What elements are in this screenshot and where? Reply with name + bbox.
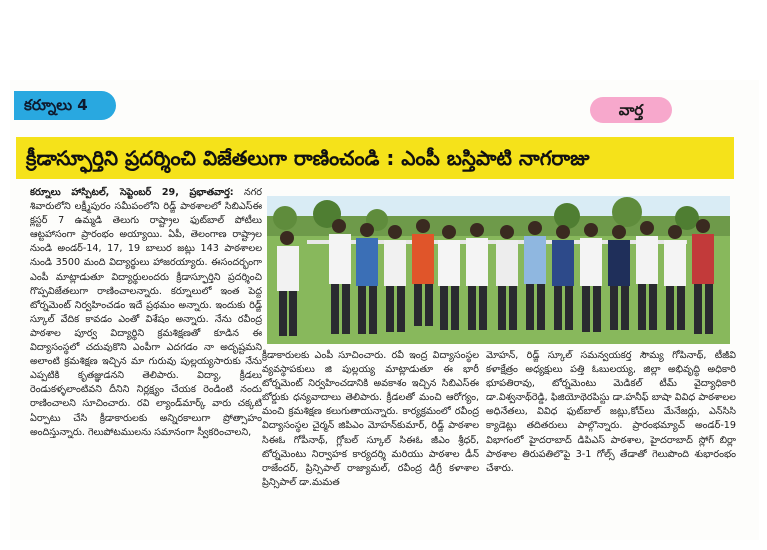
article-body-part-2: క్రీడాకారులకు ఎంపీ సూచించారు. రవీ ఇంద్ర విద్యాసంస్థల వ్యవస్థాపకులు జి పుల్లయ్య మాట్లాడుతూ ఈ భారీ టోర్నమెంట్ నిర్వహించడానికి అవకాశం ఇచ్చిన సిబిఎస్ఈ బోర్డుకు ధన్యవాదాలు తెలిపారు. క్రీడలతో మంచి ఆరోగ్యం, మంచి క్రమశిక్షణ కలుగుతాయన్నారు. కార్యక్రమంలో రవీంద్ర విద్యాసంస్థల చైర్మన్ జిపిఎం మోహన్‌కుమార్, రిడ్జ్ పాఠశాల సిఈఓ గోపీనాథ్, గ్లోబల్ స్కూల్ సిఈఓ జీఎం శ్రీధర్, టోర్నమెంటు నిర్వాహక కార్యదర్శి మరియు పాఠశాల డీన్ రాజేందర్, ప్రిన్సిపాల్ రాజ్యామల్, రవీంద్ర డిగ్రీ కళాశాల ప్రిన్సిపాల్ డా.మమత <box>262 350 479 488</box>
article-dateline: కర్నూలు హాస్పిటల్, సెప్టెంబర్ 29, ప్రభాతవార్త: <box>30 187 234 198</box>
article-body-part-1: నగర శివారులోని లక్ష్మీపురం సమీపంలోని రిడ్జ్ పాఠశాలలో సిబిఎస్ఈ క్లస్టర్ 7 ఉమ్మడి తెలుగు రాష్ట్రాల ఫుట్‌బాల్ పోటీలు ఆట్టహాసంగా ప్రారంభం అయ్యాయి. ఏపీ, తెలంగాణ రాష్ట్రాల నుండి అండర్-14, 17, 19 బాలుర జట్లు 143 పాఠశాలల నుండి 3500 మంది విద్యార్థులు హాజరయ్యారు. ఈసందర్భంగా ఎంపీ మాట్లాడుతూ విద్యార్థులందరు క్రీడాస్ఫూర్తిని ప్రదర్శించి గొప్పవిజేతలుగా రాణించాలన్నారు. కర్నూలులో ఇంత పెద్ద టోర్నమెంట్ నిర్వహించడం ఇదే ప్రథమం అన్నారు. ఇందుకు రిడ్జ్ స్కూల్ వేదిక కావడం ఎంతో విశేషం అన్నారు. నేను రవీంద్ర పాఠశాల పూర్వ విద్యార్థిని క్రమశిక్షణతో కూడిన ఈ విద్యాసంస్థలో చదువుకొని ఎంపీగా ఎదగడం నా అదృష్టమని అలాంటి క్రమశిక్షణ ఇచ్చిన మా గురువు పుల్లయ్యసారుకు నేను ఎప్పటికి కృతజ్ఞుడనని తెలిపారు. విద్యా, క్రీడలు రెండుకళ్ళలాంటివని దీనిని నిర్లక్ష్యం చేయక రెండింటి నందు రాణించాలని సూచించారు. రవి ల్యాండ్‌మార్క్ వారు చక్కటి ఏర్పాటు చేసి క్రీడాకారులకు అన్నిరకాలుగా ప్రోత్సాహం అందిస్తున్నారు. గెలుపోటములను సమానంగా స్వీకరించాలని, <box>30 187 262 438</box>
brand-label: వార్త <box>618 101 644 119</box>
brand-tab <box>590 97 672 123</box>
article-column-3 <box>486 349 736 499</box>
section-tab <box>14 91 116 120</box>
article-column-2 <box>262 349 479 499</box>
article-column-1 <box>30 186 262 498</box>
section-label: కర్నూలు 4 <box>24 96 88 114</box>
article-body-part-3: మోహన్, రిడ్జ్ స్కూల్ సమన్వయకర్త సౌమ్య గోపినాథ్, టీజీవి కళాక్షేత్రం అధ్యక్షులు పత్తి ఓబులయ్య, జిల్లా అభివృద్ధి అధికారి భూపతిరావు, టోర్నమెంటు మెడికల్ టీమ్ వైద్యాధికారి డా.విశ్వనాథ్‌రెడ్డి, ఫిజియోథెరపిస్టు డా.హనీఫ్ బాషా వివిధ పాఠశాలల అధినేతలు, వివిధ ఫుట్‌బాల్ జట్లు,కోచ్‌లు మేనేజర్లు, ఎన్‌సిసి క్యాడెట్లు తదితరులు పాల్గొన్నారు. ప్రారంభమ్యాచ్ అండర్-19 విభాగంలో హైదరాబాద్ డిపిఎస్ పాఠశాల, హైదరాబాద్ స్లోగ్ బిర్లా పాఠశాల తిరుపతిలొపై 3-1 గోల్స్ తేడాతో గెలుపొంది శుభారంభం చేశారు. <box>486 350 736 474</box>
group-photo-illustration <box>267 196 730 344</box>
event-photo <box>267 196 730 344</box>
article-headline: క్రీడాస్ఫూర్తిని ప్రదర్శించి విజేతలుగా రాణించండి : ఎంపీ బస్తిపాటి నాగరాజు <box>16 137 734 179</box>
